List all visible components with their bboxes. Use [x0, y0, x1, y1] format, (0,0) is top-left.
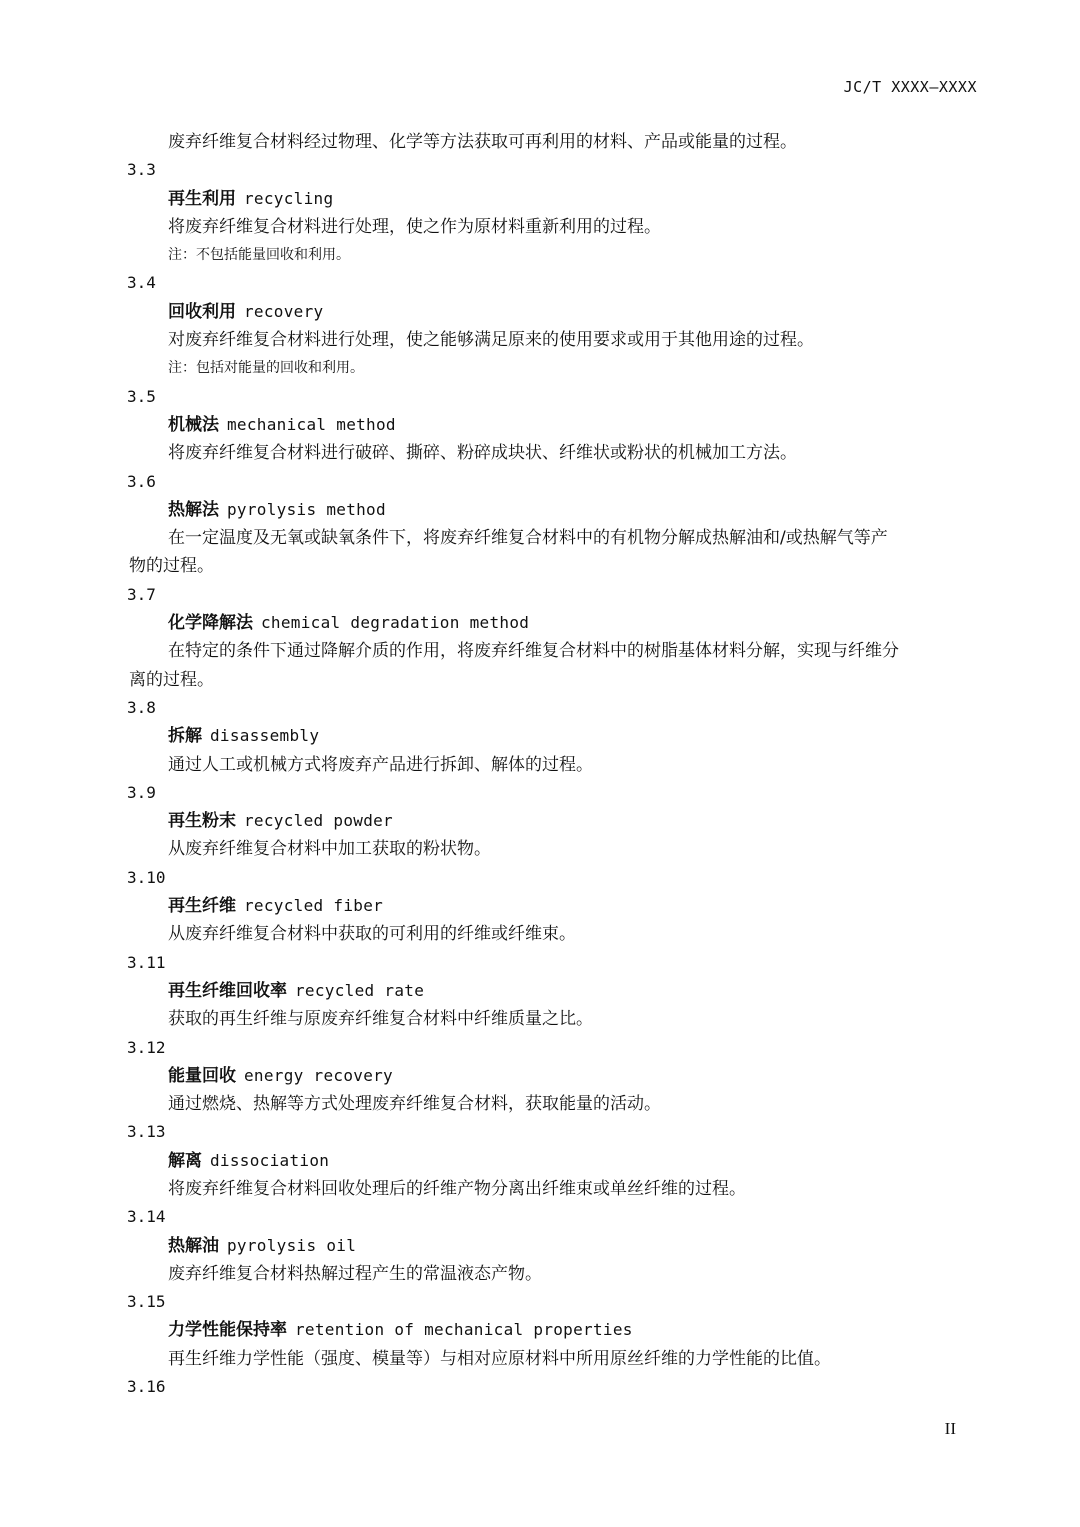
term-definition: 通过人工或机械方式将废弃产品进行拆卸、解体的过程。 — [168, 754, 593, 775]
term-zh: 再生纤维 — [168, 896, 236, 917]
term-heading — [129, 1147, 979, 1175]
clause-number: 3.6 — [127, 471, 156, 491]
term-en: mechanical method — [227, 414, 396, 434]
clause-number: 3.16 — [127, 1377, 166, 1397]
term-en: recycled fiber — [244, 896, 384, 916]
term-definition: 在一定温度及无氧或缺氧条件下，将废弃纤维复合材料中的有机物分解成热解油和/或热解气等产 — [168, 528, 888, 549]
term-heading — [129, 807, 979, 835]
document-header-code: JC/T XXXX—XXXX — [843, 78, 977, 96]
term-zh: 机械法 — [168, 414, 219, 435]
term-en: pyrolysis method — [227, 499, 386, 519]
page-number: II — [944, 1419, 956, 1438]
term-heading — [129, 411, 979, 439]
clause-number: 3.5 — [127, 386, 156, 406]
term-zh: 再生纤维回收率 — [168, 980, 287, 1001]
term-zh: 能量回收 — [168, 1065, 236, 1086]
term-definition: 废弃纤维复合材料热解过程产生的常温液态产物。 — [168, 1263, 542, 1284]
term-en: recovery — [244, 301, 324, 321]
clause-number: 3.15 — [127, 1292, 166, 1312]
term-heading — [129, 722, 979, 750]
term-zh: 化学降解法 — [168, 613, 253, 634]
term-heading — [129, 1316, 979, 1344]
term-heading — [129, 185, 979, 213]
clause-number: 3.12 — [127, 1037, 166, 1057]
term-definition-continued: 物的过程。 — [129, 556, 214, 577]
term-en: recycled rate — [295, 980, 425, 1000]
term-definition: 将废弃纤维复合材料进行处理，使之作为原材料重新利用的过程。 — [168, 216, 661, 237]
clause-number: 3.10 — [127, 867, 166, 887]
term-definition: 将废弃纤维复合材料回收处理后的纤维产物分离出纤维束或单丝纤维的过程。 — [168, 1178, 746, 1199]
term-zh: 回收利用 — [168, 301, 236, 322]
term-definition: 从废弃纤维复合材料中加工获取的粉状物。 — [168, 839, 491, 860]
term-heading — [129, 1232, 979, 1260]
term-zh: 再生利用 — [168, 188, 236, 209]
term-heading — [129, 977, 979, 1005]
term-heading — [129, 892, 979, 920]
term-note: 注：不包括能量回收和利用。 — [168, 247, 350, 264]
term-en: energy recovery — [244, 1065, 393, 1085]
term-zh: 解离 — [168, 1150, 202, 1171]
term-en: recycling — [244, 188, 334, 208]
document-body — [129, 128, 979, 1401]
term-en: pyrolysis oil — [227, 1235, 357, 1255]
term-note: 注：包括对能量的回收和利用。 — [168, 360, 364, 377]
term-definition-continued: 离的过程。 — [129, 669, 214, 690]
term-en: disassembly — [210, 726, 320, 746]
term-zh: 力学性能保持率 — [168, 1320, 287, 1341]
clause-number: 3.4 — [127, 273, 156, 293]
term-zh: 拆解 — [168, 726, 202, 747]
term-en: recycled powder — [244, 811, 393, 831]
term-heading — [129, 609, 979, 637]
clause-number: 3.3 — [127, 160, 156, 180]
term-definition: 从废弃纤维复合材料中获取的可利用的纤维或纤维束。 — [168, 924, 576, 945]
term-heading — [129, 298, 979, 326]
clause-number: 3.11 — [127, 952, 166, 972]
clause-number: 3.13 — [127, 1122, 166, 1142]
clause-number: 3.14 — [127, 1207, 166, 1227]
clause-number: 3.7 — [127, 584, 156, 604]
clause-number: 3.9 — [127, 782, 156, 802]
term-definition: 将废弃纤维复合材料进行破碎、撕碎、粉碎成块状、纤维状或粉状的机械加工方法。 — [168, 443, 797, 464]
term-en: chemical degradation method — [261, 613, 530, 633]
term-zh: 热解油 — [168, 1235, 219, 1256]
term-en: retention of mechanical properties — [295, 1320, 633, 1340]
term-zh: 热解法 — [168, 499, 219, 520]
term-zh: 再生粉末 — [168, 811, 236, 832]
term-definition: 通过燃烧、热解等方式处理废弃纤维复合材料，获取能量的活动。 — [168, 1094, 661, 1115]
term-heading — [129, 496, 979, 524]
term-en: dissociation — [210, 1150, 330, 1170]
term-definition: 再生纤维力学性能（强度、模量等）与相对应原材料中所用原丝纤维的力学性能的比值。 — [168, 1348, 831, 1369]
clause-number: 3.8 — [127, 697, 156, 717]
term-heading — [129, 1062, 979, 1090]
term-definition: 获取的再生纤维与原废弃纤维复合材料中纤维质量之比。 — [168, 1009, 593, 1030]
term-definition: 对废弃纤维复合材料进行处理，使之能够满足原来的使用要求或用于其他用途的过程。 — [168, 330, 814, 351]
intro-definition: 废弃纤维复合材料经过物理、化学等方法获取可再利用的材料、产品或能量的过程。 — [168, 132, 797, 152]
term-definition: 在特定的条件下通过降解介质的作用，将废弃纤维复合材料中的树脂基体材料分解，实现与纤维分 — [168, 641, 899, 662]
